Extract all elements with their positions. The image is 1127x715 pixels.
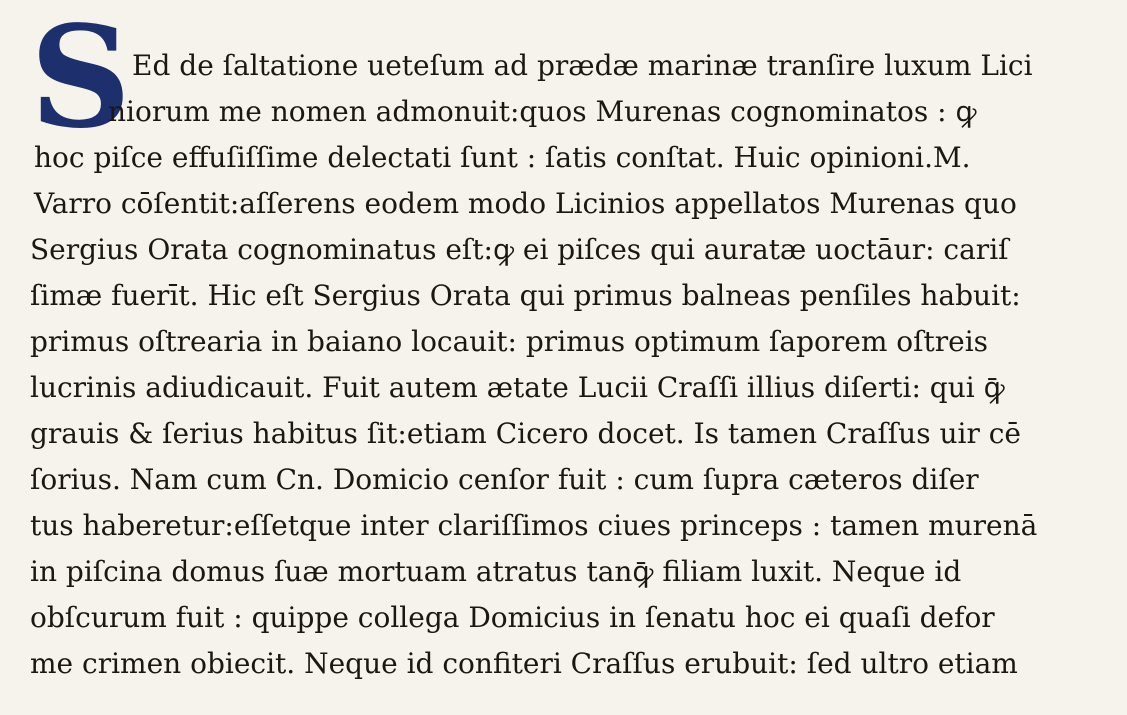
text-line: Sergius Orata cognominatus eſt:ꝙ ei piſces qui auratæ uoctāur: cariſ — [30, 233, 1009, 266]
text-line: primus oſtrearia in baiano locauit: primus optimum ſaporem oſtreis — [30, 325, 989, 358]
illuminated-initial: S — [30, 0, 132, 160]
text-line: obſcurum fuit : quippe collega Domicius in ſenatu hoc ei quaſi defor — [30, 601, 995, 634]
text-line: Ed de ſaltatione ueteſum ad prædæ marinæ tranſire luxum Lici — [132, 49, 1033, 82]
text-line: lucrinis adiudicauit. Fuit autem ætate Lucii Craſſi illius diſerti: qui ꝙ̄ — [30, 371, 1005, 404]
text-line: tus haberetur:eſſetque inter clariſſimos ciues princeps : tamen murenā — [30, 509, 1038, 542]
text-line: me crimen obiecit. Neque id confiteri Craſſus erubuit: ſed ultro etiam — [30, 647, 1018, 680]
text-line: grauis & ſerius habitus ſit:etiam Cicero docet. Is tamen Craſſus uir cē — [30, 417, 1021, 450]
text-line: hoc piſce effuſiſſime delectati ſunt : ſatis conſtat. Huic opinioni.M. — [34, 141, 971, 174]
text-line: niorum me nomen admonuit:quos Murenas cognominatos : ꝙ — [108, 95, 977, 128]
text-line: in piſcina domus ſuæ mortuam atratus tanꝙ̄ filiam luxit. Neque id — [30, 555, 962, 588]
text-line: Varro cōſentit:aſſerens eodem modo Licinios appellatos Murenas quo — [34, 187, 1017, 220]
text-line: ſorius. Nam cum Cn. Domicio cenſor fuit : cum ſupra cæteros diſer — [30, 463, 979, 496]
text-line: ſimæ fuerīt. Hic eſt Sergius Orata qui primus balneas penſiles habuit: — [30, 279, 1021, 312]
